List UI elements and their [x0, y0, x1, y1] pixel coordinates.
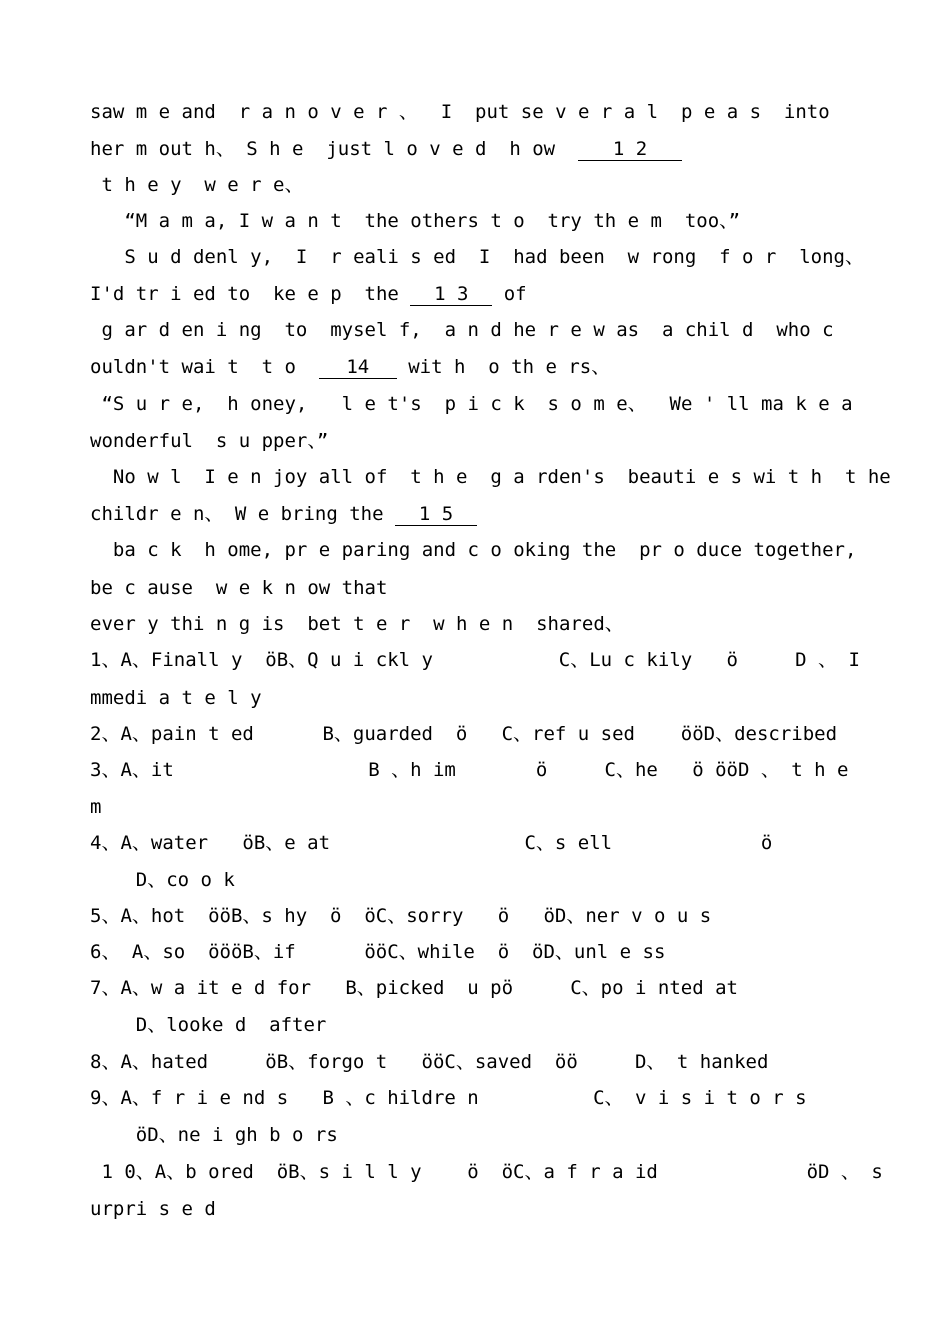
- blank-13[interactable]: 1 3: [410, 283, 492, 306]
- passage-line: “M a m a, I w a n t the others t o try th e m too、”: [90, 210, 741, 232]
- option-line-4-cont: D、co o k: [90, 869, 235, 891]
- passage-line: S u d denl y, I r eali s ed I had been w rong f o r long、: [90, 246, 864, 268]
- option-line-2: 2、A、pain t ed B、guarded ӧ C、ref u sed ӧӧD、described: [90, 723, 838, 745]
- option-line-6: 6、 A、so ӧӧӧB、if ӧӧC、while ӧ ӧD、unl e ss: [90, 941, 666, 963]
- passage-line: t h e y w e r e、: [90, 174, 304, 196]
- blank-12[interactable]: 1 2: [578, 138, 682, 161]
- option-line-3: 3、A、it B 、h im ӧ C、he ӧ ӧӧD 、 t h e: [90, 759, 849, 781]
- option-line-7: 7、A、w a it e d for B、picked u pӧ C、po i nted at: [90, 977, 738, 999]
- option-line-10-cont: urpri s e d: [90, 1198, 216, 1220]
- passage-line: ba c k h ome, pr e paring and c o oking the pr o duce together,: [90, 539, 857, 561]
- passage-line: saw m e and r a n o v e r 、 I put se v e r a l p e a s into: [90, 101, 830, 123]
- option-line-4: 4、A、water ӧB、e at C、s ell ӧ: [90, 832, 773, 854]
- option-line-9-cont: ӧD、ne i gh b o rs: [90, 1124, 338, 1146]
- option-line-8: 8、A、hated ӧB、forgo t ӧӧC、saved ӧӧ D、 t hanked: [90, 1051, 769, 1073]
- passage-line: “S u r e, h oney, l e t's p i c k s o m e、 We ' ll ma k e a: [90, 393, 853, 415]
- passage-line: her m out h、 S h e just l o v e d h ow 1 2: [90, 137, 682, 161]
- passage-line: wonderful s u pper、”: [90, 430, 329, 452]
- option-line-5: 5、A、hot ӧӧB、s hy ӧ ӧC、sorry ӧ ӧD、ner v o u s: [90, 905, 712, 927]
- passage-line: No w l I e n joy all of t h e g a rden's beauti e s wi t h t he: [90, 466, 891, 488]
- option-line-1: 1、A、Finall y ӧB、Q u i ckl y C、Lu c kily ӧ D 、 I: [90, 649, 860, 671]
- passage-line: childr e n、 W e bring the 1 5: [90, 502, 477, 526]
- passage-line: I'd tr i ed to ke e p the 1 3 of: [90, 283, 527, 305]
- blank-14[interactable]: 14: [319, 356, 397, 379]
- option-line-9: 9、A、f r i e nd s B 、c hildre n C、 v i s i t o r s: [90, 1087, 807, 1109]
- passage-line: ever y thi n g is bet t e r w h e n shared、: [90, 613, 624, 635]
- blank-15[interactable]: 1 5: [395, 503, 477, 526]
- passage-line: ouldn't wai t t o 14 wit h o th e rs、: [90, 356, 611, 378]
- option-line-7-cont: D、looke d after: [90, 1014, 327, 1036]
- passage-line: g ar d en i ng to mysel f, a n d he r e w as a chil d who c: [90, 319, 834, 341]
- option-line-1-cont: mmedi a t e l y: [90, 687, 262, 709]
- passage-line: be c ause w e k n ow that: [90, 577, 388, 599]
- option-line-10: 1 0、A、b ored ӧB、s i l l y ӧ ӧC、a f r a id ӧD 、 s: [90, 1161, 883, 1183]
- option-line-3-cont: m: [90, 796, 102, 818]
